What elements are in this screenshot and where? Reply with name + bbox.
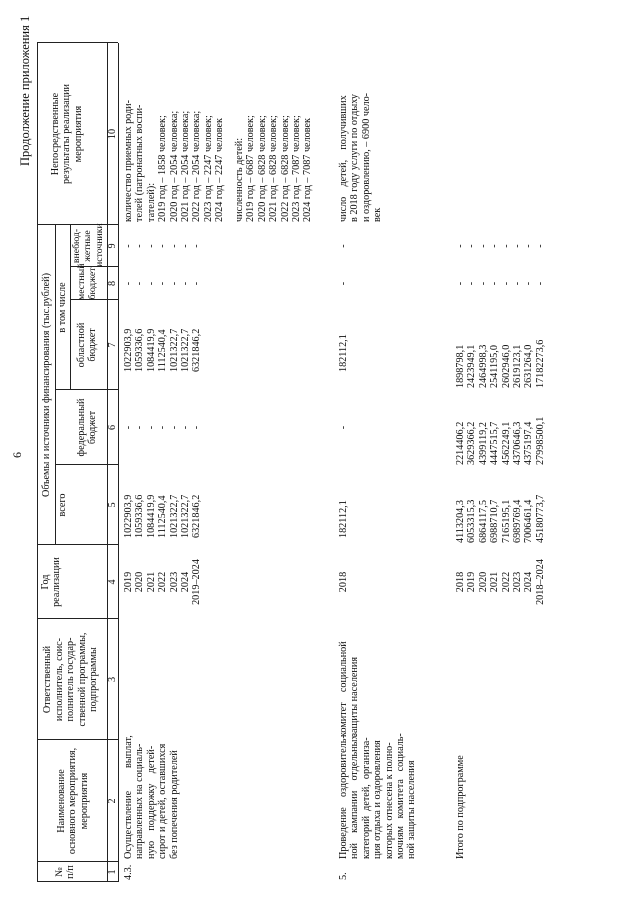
row5-name-line: категорий детей, организа- [360,737,372,859]
row5-results: число детей, получивших в 2018 году услуги по отдыху и оздоровлению, – 6900 чело- век [338,92,384,222]
table-border-top [37,43,38,882]
row43-name-line: направленных на социаль- [134,743,146,859]
row43-results-parents: количество приемных роди- телей (патронатных воспи- тателей): 2019 год – 1858 человек; 2020 год – 2054 человека; 2021 год – 2054 человека; 2022 год – 2054 человека; 2023 год – 2247 человек; 2024 год – 2247 человек [123,99,226,222]
colnum-7: 7 [107,342,118,348]
colnum-3: 3 [107,676,118,683]
row5-name-line: ция отдыха и оздоровления [372,740,384,859]
col-border-left [37,881,118,882]
header-executor: Ответственный исполнитель, соис- полнитель государ- ственной программы, подпрограммы [42,632,100,727]
row5-total: 182112,1 [338,500,349,538]
colnum-10: 10 [107,128,118,140]
row5-offbudget: - [338,244,349,248]
continuation-label: Продолжение приложения 1 [18,15,32,166]
row43-name [123,735,180,859]
row5-name-line: ной защиты населения [406,760,418,859]
subtotal-total: 4113204,3 6053315,3 6864117,5 6988710,7 7165195,1 6989769,4 7006461,4 45180773,7 [455,494,546,543]
row5-executor [338,620,361,737]
row5-federal: - [338,425,349,430]
colnum-9: 9 [107,243,118,249]
row5-executor-line: защиты населения [349,656,361,737]
header-financing: Объемы и источники финансирования (тыс.рублей) [41,272,52,498]
colnum-2: 2 [107,798,118,804]
colnum-5: 5 [107,502,118,508]
row43-name-line: ную поддержку детей- [145,745,157,859]
row43-regional: 1022903,9 1059336,6 1084419,9 1112540,4 1021322,7 1021322,7 6321846,2 [123,328,203,372]
header-federal: федеральный бюджет [76,398,99,457]
row43-offbudget: - - - - - - - [123,244,203,248]
header-offbudget: внебюд- жетные источники [71,223,105,267]
row5-name-line: ной кампании отдельных [349,734,361,859]
header-year: Год реализации [40,557,63,607]
page-number: 6 [10,452,24,458]
subtotal-label: Итого по подпрограмме [455,755,466,859]
subtotal-regional: 1898798,1 2423949,1 2464998,3 2541195,0 2602946,0 2619123,1 2631264,0 17182273,6 [455,339,546,388]
row43-local: - - - - - - - [123,281,203,286]
row43-name-line: сирот и детей, оставшихся [157,743,169,859]
header-total: всего [57,493,68,517]
row43-name-line: без попечения родителей [168,750,180,859]
colnum-8: 8 [107,280,118,287]
header-num: № п/п [54,865,77,879]
row43-federal: - - - - - - - [123,425,203,430]
row5-num: 5. [338,872,349,880]
subtotal-offbudget: - - - - - - - - [455,244,546,248]
row43-name-line: Осуществление выплат, [123,735,134,859]
subtotal-years: 2018 2019 2020 2021 2022 2023 2024 2018–2024 [455,559,546,605]
line-fin-group [55,225,56,545]
header-name: Наименование основного мероприятия, мероприятия [56,747,90,855]
colnum-4: 4 [107,579,118,585]
row5-year: 2018 [338,571,349,593]
row5-name-line: которых отнесена к полно- [383,742,395,859]
header-local: местный бюджет [76,263,99,300]
row43-results-children: численность детей: 2019 год – 6687 человек; 2020 год – 6828 человек; 2021 год – 6828 человек; 2022 год – 6828 человек; 2023 год – 7087 человек; 2024 год – 7087 человек [234,115,314,222]
subtotal-local: - - - - - - - - [455,281,546,286]
header-including: в том числе [57,282,68,333]
row43-total: 1022903,9 1059336,6 1084419,9 1112540,4 1021322,7 1021322,7 6321846,2 [123,494,203,538]
colnum-1: 1 [107,869,118,875]
row5-regional: 182112,1 [338,334,349,372]
row5-name-line: Проведение оздоровитель- [338,735,349,859]
row43-num: 4.3. [123,864,134,880]
subtotal-federal: 2214406,2 3629366,2 4399119,2 4447515,7 4562249,1 4370646,3 4375197,4 27998500,1 [455,416,546,465]
row5-name-line: мочиям комитета социаль- [395,733,407,859]
row5-executor-line: комитет социальной [338,641,349,737]
row43-years: 2019 2020 2021 2022 2023 2024 2019–2024 [123,559,203,605]
colnum-6: 6 [107,424,118,431]
header-regional: областной бюджет [76,322,99,368]
row5-name [338,733,418,859]
row5-local: - [338,281,349,286]
header-results: Непосредственные результаты реализации мероприятия [50,84,84,185]
